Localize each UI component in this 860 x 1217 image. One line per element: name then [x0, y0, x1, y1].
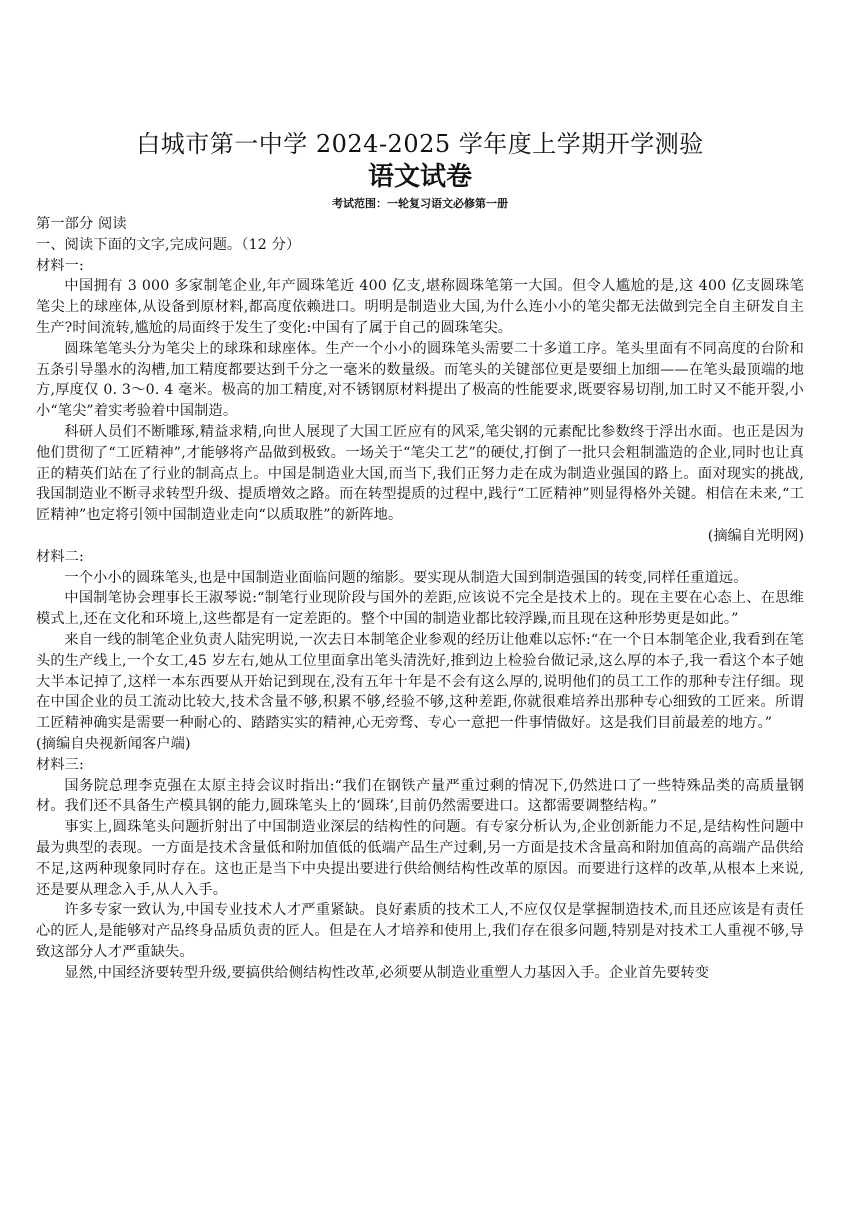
material-paragraph: 许多专家一致认为,中国专业技术人才严重紧缺。良好素质的技术工人,不应仅仅是掌握制造技术,而且还应该是有责任心的匠人,是能够对产品终身品质负责的匠人。但是在人才培养和使用上,我们存在很多问题,特别是对技术工人重视不够,导致这部分人才严重缺失。	[36, 902, 804, 960]
material-source: (摘编自光明网)	[707, 527, 804, 544]
material-label: 材料二:	[36, 548, 84, 565]
material-paragraph: 中国制笔协会理事长王淑琴说:“制笔行业现阶段与国外的差距,应该说不完全是技术上的。现在主要在心态上、在思维模式上,还在文化和环境上,这些都是有一定差距的。整个中国的制造业都比较浮躁,而且现在这种形势更是如此。”	[36, 590, 804, 628]
question-heading: 一、阅读下面的文字,完成问题。（12 分）	[36, 236, 301, 253]
part-heading: 第一部分 阅读	[36, 216, 127, 232]
subject-title: 语文试卷	[367, 162, 472, 192]
exam-page	[36, 128, 804, 983]
material-paragraph: 中国拥有 3 000 多家制笔企业,年产圆珠笔近 400 亿支,堪称圆珠笔第一大国。但令人尴尬的是,这 400 亿支圆珠笔笔尖上的球座体,从设备到原材料,都高度依赖进口。明明是制造业大国,为什么连小小的笔尖都无法做到完全自主研发自主生产?时间流转,尴尬的局面终于发生了变化:中国有了属于自己的圆珠笔尖。	[36, 278, 804, 336]
material-paragraph: 显然,中国经济要转型升级,要搞供给侧结构性改革,必须要从制造业重塑人力基因入手。企业首先要转变	[64, 964, 710, 981]
material-label: 材料三:	[36, 756, 84, 773]
exam-scope: 考试范围：一轮复习语文必修第一册	[332, 197, 508, 210]
material-paragraph: 来自一线的制笔企业负责人陆宪明说,一次去日本制笔企业参观的经历让他难以忘怀:“在一个日本制笔企业,我看到在笔头的生产线上,一个女工,45 岁左右,她从工位里面拿出笔头清洗好,推到边上检验台做记录,这么厚的本子,我一看这个本子她大半本记掉了,这样一本东西要从开始记到现在,没有五年十年是不会有这么厚的,说明他们的员工工作的那种专注仔细。现在中国企业的员工流动比较大,技术含量不够,积累不够,经验不够,这种差距,你就很难培养出那种专心细致的工匠来。所谓工匠精神确实是需要一种耐心的、踏踏实实的精神,心无旁骛、专心一意把一件事情做好。这是我们目前最差的地方。”	[36, 631, 804, 732]
material-paragraph: 国务院总理李克强在太原主持会议时指出:“我们在钢铁产量严重过剩的情况下,仍然进口了一些特殊品类的高质量钢材。我们还不具备生产模具钢的能力,圆珠笔头上的‘圆珠’,目前仍然需要进口。这都需要调整结构。”	[36, 777, 804, 815]
material-paragraph: 一个小小的圆珠笔头,也是中国制造业面临问题的缩影。要实现从制造大国到制造强国的转变,同样任重道远。	[64, 569, 748, 586]
material-source: (摘编自央视新闻客户端)	[36, 735, 191, 752]
material-paragraph: 事实上,圆珠笔头问题折射出了中国制造业深层的结构性的问题。有专家分析认为,企业创新能力不足,是结构性问题中最为典型的表现。一方面是技术含量低和附加值低的低端产品生产过剩,另一方面是技术含量高和附加值高的高端产品供给不足,这两种现象同时存在。这也正是当下中央提出要进行供给侧结构性改革的原因。而要进行这样的改革,从根本上来说,还是要从理念入手,从人入手。	[36, 819, 804, 898]
material-paragraph: 圆珠笔笔头分为笔尖上的球珠和球座体。生产一个小小的圆珠笔头需要二十多道工序。笔头里面有不同高度的台阶和五条引导墨水的沟槽,加工精度都要达到千分之一毫米的数量级。而笔头的关键部位更是要细上加细——在笔头最顶端的地方,厚度仅 0. 3～0. 4 毫米。极高的加工精度,对不锈钢原材料提出了极高的性能要求,既要容易切削,加工时又不能开裂,小小“笔尖”着实考验着中国制造。	[36, 340, 804, 420]
school-title: 白城市第一中学 2024-2025 学年度上学期开学测验	[136, 130, 704, 158]
material-paragraph: 科研人员们不断雕琢,精益求精,向世人展现了大国工匠应有的风采,笔尖钢的元素配比参数终于浮出水面。也正是因为他们贯彻了“工匠精神”,才能够将产品做到极致。一场关于“笔尖工艺”的硬仗,打倒了一批只会粗制滥造的企业,同时也让真正的精英们站在了行业的制高点上。中国是制造业大国,而当下,我们正努力走在成为制造业强国的路上。面对现实的挑战,我国制造业不断寻求转型升级、提质增效之路。而在转型提质的过程中,践行“工匠精神”则显得格外关键。相信在未来,“工匠精神”也定将引领中国制造业走向“以质取胜”的新阵地。	[36, 423, 804, 524]
material-label: 材料一:	[36, 257, 84, 274]
